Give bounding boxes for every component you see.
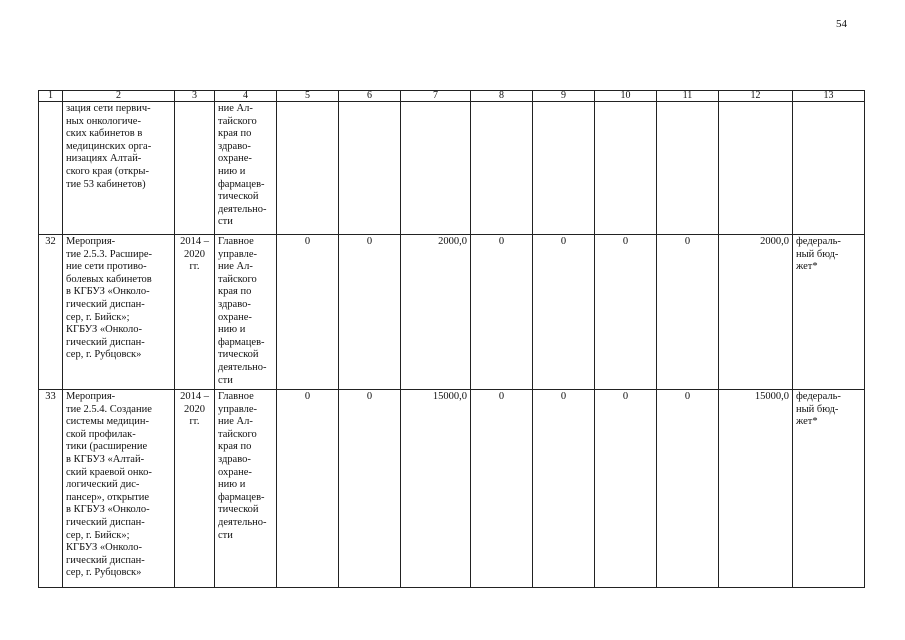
column-header: 13 xyxy=(793,91,865,102)
value-col7: 15000,0 xyxy=(401,390,471,588)
period xyxy=(175,102,215,235)
value-col9: 0 xyxy=(533,390,595,588)
value-col10 xyxy=(595,102,657,235)
value-col6: 0 xyxy=(339,235,401,390)
value-col8: 0 xyxy=(471,235,533,390)
value-col11: 0 xyxy=(657,235,719,390)
executor: Главное управле- ние Ал- тайского края по здраво- охране- нию и фармацев- тической деятельно- сти xyxy=(215,235,277,390)
activity-name: Мероприя- тие 2.5.3. Расшире- ние сети противо- болевых кабинетов в КГБУЗ «Онколо- гический диспан- сер, г. Бийск»; КГБУЗ «Онколо- гический диспан- сер, г. Рубцовск» xyxy=(63,235,175,390)
value-col8: 0 xyxy=(471,390,533,588)
funding-source xyxy=(793,102,865,235)
table-row xyxy=(39,235,865,390)
table-row xyxy=(39,390,865,588)
value-col12: 15000,0 xyxy=(719,390,793,588)
executor: ние Ал- тайского края по здраво- охране- нию и фармацев- тической деятельно- сти xyxy=(215,102,277,235)
column-header: 5 xyxy=(277,91,339,102)
value-col9 xyxy=(533,102,595,235)
funding-source: федераль- ный бюд- жет* xyxy=(793,390,865,588)
page-number: 54 xyxy=(836,18,847,30)
column-header: 11 xyxy=(657,91,719,102)
column-header: 1 xyxy=(39,91,63,102)
column-header: 7 xyxy=(401,91,471,102)
value-col11: 0 xyxy=(657,390,719,588)
value-col12: 2000,0 xyxy=(719,235,793,390)
value-col5: 0 xyxy=(277,390,339,588)
value-col7: 2000,0 xyxy=(401,235,471,390)
executor: Главное управле- ние Ал- тайского края по здраво- охране- нию и фармацев- тической деятельно- сти xyxy=(215,390,277,588)
value-col5: 0 xyxy=(277,235,339,390)
value-col10: 0 xyxy=(595,235,657,390)
column-header: 4 xyxy=(215,91,277,102)
value-col12 xyxy=(719,102,793,235)
program-table xyxy=(38,90,865,588)
column-header: 9 xyxy=(533,91,595,102)
value-col9: 0 xyxy=(533,235,595,390)
period: 2014 – 2020 гг. xyxy=(175,390,215,588)
row-number: 33 xyxy=(39,390,63,588)
column-header: 8 xyxy=(471,91,533,102)
table-row xyxy=(39,102,865,235)
value-col6 xyxy=(339,102,401,235)
period: 2014 – 2020 гг. xyxy=(175,235,215,390)
column-header: 2 xyxy=(63,91,175,102)
funding-source: федераль- ный бюд- жет* xyxy=(793,235,865,390)
column-header: 3 xyxy=(175,91,215,102)
column-header: 10 xyxy=(595,91,657,102)
row-number xyxy=(39,102,63,235)
value-col5 xyxy=(277,102,339,235)
row-number: 32 xyxy=(39,235,63,390)
value-col10: 0 xyxy=(595,390,657,588)
value-col7 xyxy=(401,102,471,235)
value-col6: 0 xyxy=(339,390,401,588)
column-header: 12 xyxy=(719,91,793,102)
column-number-row xyxy=(39,91,865,102)
activity-name: зация сети первич- ных онкологиче- ских кабинетов в медицинских орга- низациях Алтай- ского края (откры- тие 53 кабинетов) xyxy=(63,102,175,235)
column-header: 6 xyxy=(339,91,401,102)
activity-name: Мероприя- тие 2.5.4. Создание системы медицин- ской профилак- тики (расширение в КГБУЗ «Алтай- ский краевой онко- логический дис- пансер», открытие в КГБУЗ «Онколо- гический диспан- сер, г. Бийск»; КГБУЗ «Онколо- гический диспан- сер, г. Рубцовск» xyxy=(63,390,175,588)
value-col11 xyxy=(657,102,719,235)
value-col8 xyxy=(471,102,533,235)
